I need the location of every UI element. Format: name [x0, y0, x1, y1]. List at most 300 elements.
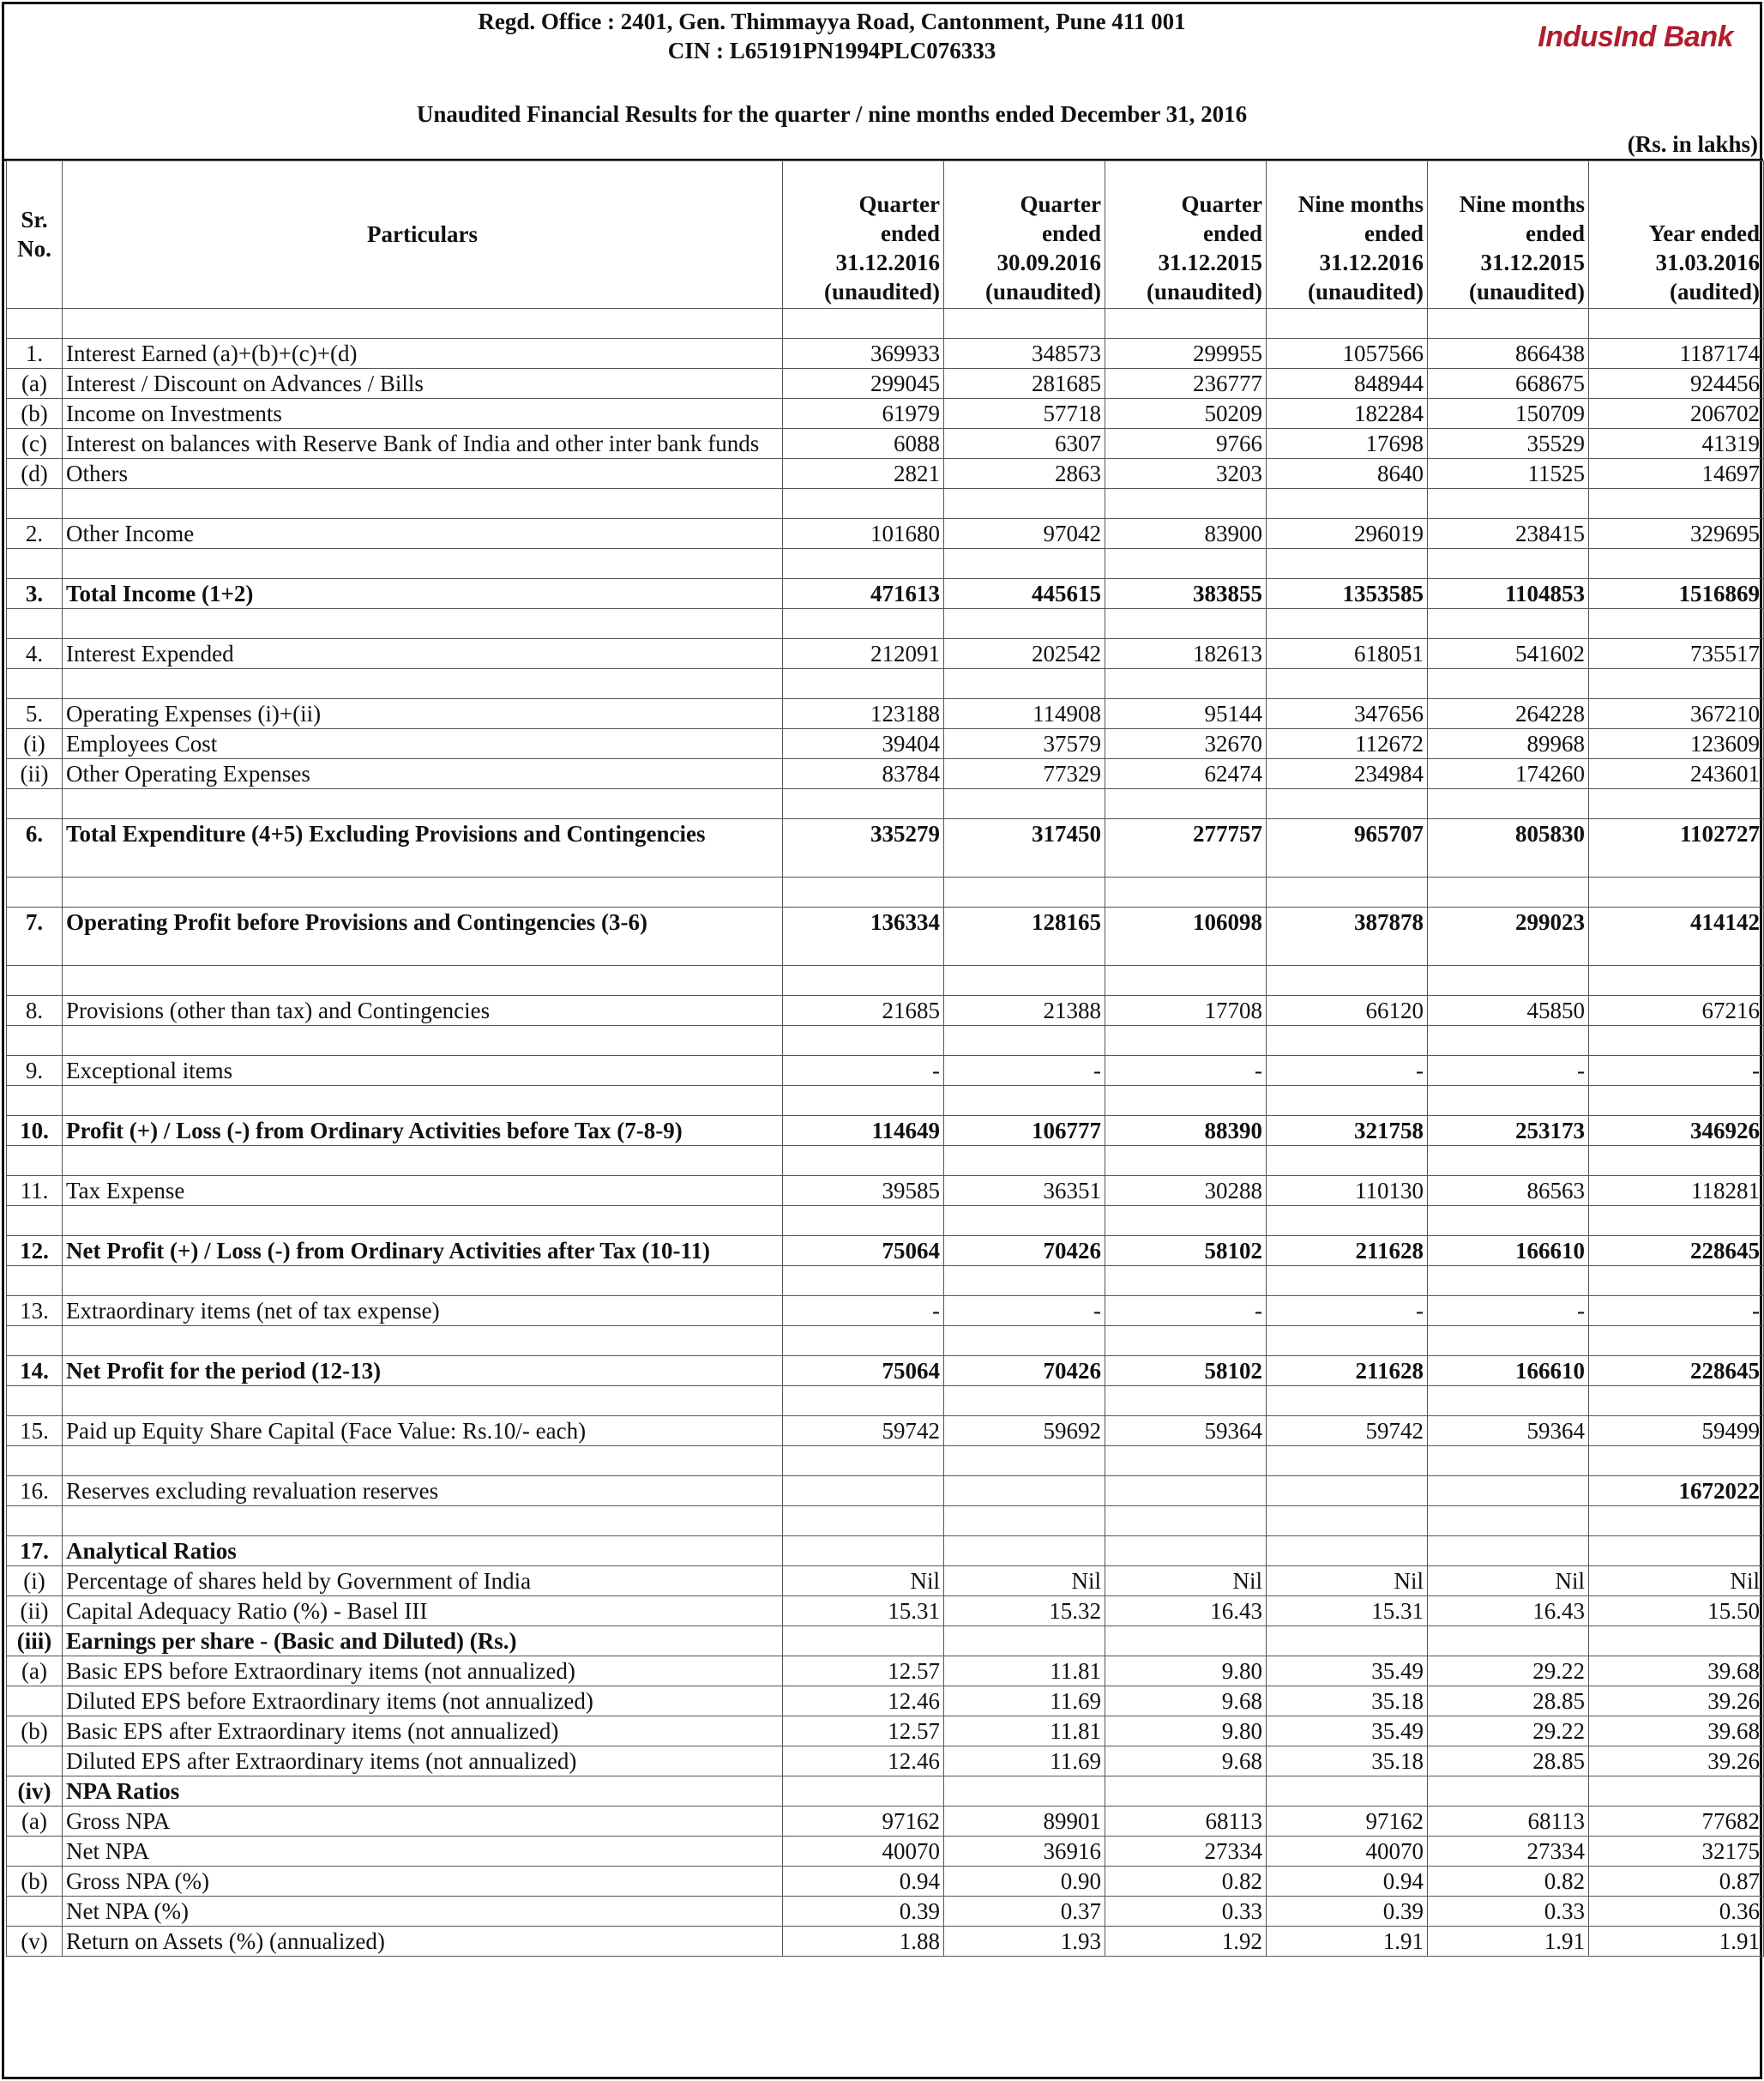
table-row	[7, 369, 1764, 399]
row-value	[944, 1536, 1105, 1566]
row-sr-no: (iv)	[7, 1776, 63, 1807]
header-period-line: Quarter	[1181, 191, 1262, 217]
row-value: 61979	[783, 399, 944, 429]
row-value: 36351	[944, 1176, 1105, 1206]
empty-cell	[1589, 878, 1764, 908]
table-row	[7, 729, 1764, 759]
empty-cell	[944, 1446, 1105, 1476]
row-particulars: Other Income	[63, 519, 783, 549]
header-period-line: 31.12.2015	[1480, 250, 1585, 275]
empty-cell	[1105, 609, 1267, 639]
row-sr-no: (a)	[7, 369, 63, 399]
row-value: 0.33	[1428, 1897, 1589, 1927]
row-value	[1428, 1536, 1589, 1566]
empty-cell	[7, 1326, 63, 1356]
row-particulars: Interest Earned (a)+(b)+(c)+(d)	[63, 339, 783, 369]
row-particulars: Total Expenditure (4+5) Excluding Provisions and Contingencies	[63, 819, 783, 878]
row-value: 68113	[1105, 1807, 1267, 1837]
spacer-row	[7, 1206, 1764, 1236]
empty-cell	[1589, 309, 1764, 339]
row-value: 3203	[1105, 459, 1267, 489]
row-value: 36916	[944, 1837, 1105, 1867]
row-sr-no: 8.	[7, 996, 63, 1026]
row-value: 348573	[944, 339, 1105, 369]
table-row	[7, 1416, 1764, 1446]
row-value: 866438	[1428, 339, 1589, 369]
empty-cell	[1428, 1326, 1589, 1356]
row-value: 0.37	[944, 1897, 1105, 1927]
row-value: 123188	[783, 699, 944, 729]
empty-cell	[1428, 1386, 1589, 1416]
row-value: 28.85	[1428, 1746, 1589, 1776]
row-particulars: Exceptional items	[63, 1056, 783, 1086]
row-sr-no: 4.	[7, 639, 63, 669]
empty-cell	[7, 309, 63, 339]
row-value: 1516869	[1589, 579, 1764, 609]
empty-cell	[63, 669, 783, 699]
row-value: 805830	[1428, 819, 1589, 878]
row-particulars: Employees Cost	[63, 729, 783, 759]
empty-cell	[783, 1266, 944, 1296]
row-value: 95144	[1105, 699, 1267, 729]
spacer-row	[7, 549, 1764, 579]
row-value: 39.26	[1589, 1686, 1764, 1716]
row-particulars: Profit (+) / Loss (-) from Ordinary Activities before Tax (7-8-9)	[63, 1116, 783, 1146]
spacer-row	[7, 1266, 1764, 1296]
header-period-line: (unaudited)	[823, 279, 940, 305]
row-value: 414142	[1589, 908, 1764, 966]
spacer-row	[7, 1086, 1764, 1116]
row-value: 97162	[1267, 1807, 1428, 1837]
row-value: Nil	[1589, 1566, 1764, 1596]
row-value: 317450	[944, 819, 1105, 878]
table-row	[7, 1656, 1764, 1686]
row-sr-no: (a)	[7, 1656, 63, 1686]
row-sr-no: 2.	[7, 519, 63, 549]
table-row	[7, 908, 1764, 966]
row-particulars: NPA Ratios	[63, 1776, 783, 1807]
row-value: -	[1589, 1056, 1764, 1086]
row-value: Nil	[1428, 1566, 1589, 1596]
header-period-line: ended	[1041, 220, 1101, 246]
row-particulars: Other Operating Expenses	[63, 759, 783, 789]
table-row	[7, 759, 1764, 789]
row-value: 35529	[1428, 429, 1589, 459]
row-value: 97042	[944, 519, 1105, 549]
row-value: 1.91	[1267, 1927, 1428, 1957]
row-sr-no: 11.	[7, 1176, 63, 1206]
row-particulars: Paid up Equity Share Capital (Face Value: Rs.10/- each)	[63, 1416, 783, 1446]
row-value: 16.43	[1428, 1596, 1589, 1626]
header-period-line: (unaudited)	[1146, 279, 1262, 305]
table-row	[7, 996, 1764, 1026]
row-value: -	[1428, 1056, 1589, 1086]
empty-cell	[1589, 1086, 1764, 1116]
row-value: 58102	[1105, 1236, 1267, 1266]
empty-cell	[1105, 1506, 1267, 1536]
empty-cell	[7, 1266, 63, 1296]
row-value: 32175	[1589, 1837, 1764, 1867]
empty-cell	[1589, 1506, 1764, 1536]
row-sr-no: 5.	[7, 699, 63, 729]
row-value: 369933	[783, 339, 944, 369]
row-value: 965707	[1267, 819, 1428, 878]
row-sr-no	[7, 1686, 63, 1716]
row-value: 335279	[783, 819, 944, 878]
row-value: -	[944, 1296, 1105, 1326]
empty-cell	[1589, 669, 1764, 699]
empty-cell	[944, 309, 1105, 339]
empty-cell	[783, 1326, 944, 1356]
row-value: 21685	[783, 996, 944, 1026]
row-value: 11.81	[944, 1716, 1105, 1746]
row-particulars: Basic EPS after Extraordinary items (not annualized)	[63, 1716, 783, 1746]
empty-cell	[1589, 1326, 1764, 1356]
header-period-line	[1592, 190, 1760, 219]
empty-cell	[1267, 609, 1428, 639]
empty-cell	[944, 609, 1105, 639]
empty-cell	[63, 309, 783, 339]
row-sr-no: 13.	[7, 1296, 63, 1326]
empty-cell	[63, 549, 783, 579]
empty-cell	[1267, 1326, 1428, 1356]
empty-cell	[1105, 549, 1267, 579]
empty-cell	[63, 1086, 783, 1116]
row-value: 236777	[1105, 369, 1267, 399]
header-period-line: ended	[880, 220, 940, 246]
row-value: -	[1267, 1296, 1428, 1326]
row-sr-no	[7, 1746, 63, 1776]
table-row	[7, 1596, 1764, 1626]
empty-cell	[7, 1206, 63, 1236]
row-value: 123609	[1589, 729, 1764, 759]
row-value	[1105, 1536, 1267, 1566]
row-value: 0.82	[1428, 1867, 1589, 1897]
empty-cell	[1105, 966, 1267, 996]
empty-cell	[7, 878, 63, 908]
row-sr-no: 9.	[7, 1056, 63, 1086]
row-value: 12.57	[783, 1656, 944, 1686]
empty-cell	[944, 549, 1105, 579]
empty-cell	[7, 1026, 63, 1056]
row-value: 35.18	[1267, 1746, 1428, 1776]
row-sr-no: 7.	[7, 908, 63, 966]
row-sr-no	[7, 1897, 63, 1927]
row-value: 30288	[1105, 1176, 1267, 1206]
empty-cell	[1428, 1206, 1589, 1236]
empty-cell	[1589, 1146, 1764, 1176]
table-row	[7, 1566, 1764, 1596]
spacer-row	[7, 1386, 1764, 1416]
table-row	[7, 1476, 1764, 1506]
row-value: 1102727	[1589, 819, 1764, 878]
row-particulars: Gross NPA	[63, 1807, 783, 1837]
row-value: 59692	[944, 1416, 1105, 1446]
empty-cell	[1428, 489, 1589, 519]
row-value: -	[783, 1056, 944, 1086]
empty-cell	[63, 1206, 783, 1236]
row-value: 128165	[944, 908, 1105, 966]
row-value	[1267, 1626, 1428, 1656]
empty-cell	[7, 1386, 63, 1416]
empty-cell	[783, 309, 944, 339]
row-value: 182613	[1105, 639, 1267, 669]
row-value: -	[1105, 1296, 1267, 1326]
row-sr-no: (c)	[7, 429, 63, 459]
row-value: 0.39	[783, 1897, 944, 1927]
row-value	[1428, 1626, 1589, 1656]
table-row	[7, 819, 1764, 878]
row-value: 924456	[1589, 369, 1764, 399]
row-value: 299045	[783, 369, 944, 399]
row-value: -	[1267, 1056, 1428, 1086]
row-value: 39585	[783, 1176, 944, 1206]
row-value: 264228	[1428, 699, 1589, 729]
row-particulars: Reserves excluding revaluation reserves	[63, 1476, 783, 1506]
empty-cell	[63, 609, 783, 639]
row-value: 14697	[1589, 459, 1764, 489]
empty-cell	[7, 549, 63, 579]
row-value: 211628	[1267, 1356, 1428, 1386]
empty-cell	[783, 609, 944, 639]
row-value: 166610	[1428, 1356, 1589, 1386]
row-value: 0.39	[1267, 1897, 1428, 1927]
row-value	[1267, 1476, 1428, 1506]
row-value: 77329	[944, 759, 1105, 789]
row-value: 83900	[1105, 519, 1267, 549]
row-value: 9766	[1105, 429, 1267, 459]
row-value: 101680	[783, 519, 944, 549]
row-value: 83784	[783, 759, 944, 789]
spacer-row	[7, 309, 1764, 339]
empty-cell	[7, 669, 63, 699]
row-sr-no: (b)	[7, 399, 63, 429]
header-period-line: (unaudited)	[984, 279, 1101, 305]
row-value: 8640	[1267, 459, 1428, 489]
row-particulars: Capital Adequacy Ratio (%) - Basel III	[63, 1596, 783, 1626]
empty-cell	[63, 1446, 783, 1476]
empty-cell	[1105, 309, 1267, 339]
empty-cell	[1589, 609, 1764, 639]
row-value: 114649	[783, 1116, 944, 1146]
empty-cell	[1267, 309, 1428, 339]
table-row	[7, 1626, 1764, 1656]
header-period-line: ended	[1364, 220, 1424, 246]
empty-cell	[944, 1146, 1105, 1176]
header-period-line: Year ended	[1648, 220, 1760, 246]
empty-cell	[1428, 878, 1589, 908]
spacer-row	[7, 1026, 1764, 1056]
empty-cell	[1428, 609, 1589, 639]
empty-cell	[1267, 549, 1428, 579]
empty-cell	[944, 669, 1105, 699]
row-value: 118281	[1589, 1176, 1764, 1206]
row-particulars: Total Income (1+2)	[63, 579, 783, 609]
row-value	[944, 1476, 1105, 1506]
row-value: 58102	[1105, 1356, 1267, 1386]
header-period-line: (unaudited)	[1468, 279, 1585, 305]
row-sr-no: (ii)	[7, 1596, 63, 1626]
row-value: Nil	[944, 1566, 1105, 1596]
row-value	[1105, 1776, 1267, 1807]
table-row	[7, 1056, 1764, 1086]
table-row	[7, 1686, 1764, 1716]
row-value: 112672	[1267, 729, 1428, 759]
row-sr-no: 12.	[7, 1236, 63, 1266]
empty-cell	[783, 1446, 944, 1476]
empty-cell	[944, 1026, 1105, 1056]
empty-cell	[1105, 789, 1267, 819]
row-value: 387878	[1267, 908, 1428, 966]
row-particulars: Percentage of shares held by Government of India	[63, 1566, 783, 1596]
empty-cell	[7, 1086, 63, 1116]
header-period-line: Nine months	[1459, 191, 1585, 217]
row-value	[1267, 1776, 1428, 1807]
row-value: 9.68	[1105, 1686, 1267, 1716]
row-value: 299955	[1105, 339, 1267, 369]
header-period-line: 31.12.2016	[1319, 250, 1424, 275]
empty-cell	[1428, 1026, 1589, 1056]
empty-cell	[1428, 1506, 1589, 1536]
row-value: 11525	[1428, 459, 1589, 489]
bank-logo: IndusInd Bank	[1538, 21, 1733, 53]
row-value	[1589, 1776, 1764, 1807]
row-value: 9.68	[1105, 1746, 1267, 1776]
row-value: 1187174	[1589, 339, 1764, 369]
row-sr-no: (i)	[7, 1566, 63, 1596]
table-body	[7, 309, 1764, 1957]
row-value	[1428, 1776, 1589, 1807]
spacer-row	[7, 1446, 1764, 1476]
row-value: 89968	[1428, 729, 1589, 759]
empty-cell	[1428, 1146, 1589, 1176]
empty-cell	[1428, 1266, 1589, 1296]
row-sr-no: 17.	[7, 1536, 63, 1566]
row-value: 89901	[944, 1807, 1105, 1837]
row-value: 12.46	[783, 1746, 944, 1776]
row-particulars: Gross NPA (%)	[63, 1867, 783, 1897]
row-value	[783, 1776, 944, 1807]
row-value: 11.69	[944, 1686, 1105, 1716]
row-value: 2863	[944, 459, 1105, 489]
row-value: 0.94	[783, 1867, 944, 1897]
header-particulars: Particulars	[63, 161, 783, 309]
row-value	[1428, 1476, 1589, 1506]
empty-cell	[944, 966, 1105, 996]
header-period-line: 31.12.2015	[1158, 250, 1262, 275]
row-value: 445615	[944, 579, 1105, 609]
row-value: -	[944, 1056, 1105, 1086]
empty-cell	[1267, 489, 1428, 519]
row-value: 848944	[1267, 369, 1428, 399]
row-sr-no: 14.	[7, 1356, 63, 1386]
row-value: 1353585	[1267, 579, 1428, 609]
table-header-row	[7, 161, 1764, 309]
row-value: -	[1428, 1296, 1589, 1326]
row-particulars: Earnings per share - (Basic and Diluted) (Rs.)	[63, 1626, 783, 1656]
header-period-line: ended	[1525, 220, 1585, 246]
row-value: 211628	[1267, 1236, 1428, 1266]
row-value: 1104853	[1428, 579, 1589, 609]
row-value: 212091	[783, 639, 944, 669]
header-period-3	[1105, 161, 1267, 309]
row-value: 383855	[1105, 579, 1267, 609]
row-value: 238415	[1428, 519, 1589, 549]
header-period-line: 31.03.2016	[1655, 250, 1760, 275]
row-value: 40070	[783, 1837, 944, 1867]
row-value: 16.43	[1105, 1596, 1267, 1626]
row-value: 0.94	[1267, 1867, 1428, 1897]
table-row	[7, 339, 1764, 369]
empty-cell	[1267, 878, 1428, 908]
header-period-5	[1428, 161, 1589, 309]
table-row	[7, 1807, 1764, 1837]
row-value: 41319	[1589, 429, 1764, 459]
row-value: 15.50	[1589, 1596, 1764, 1626]
row-value: 77682	[1589, 1807, 1764, 1837]
row-particulars: Interest Expended	[63, 639, 783, 669]
row-particulars: Basic EPS before Extraordinary items (not annualized)	[63, 1656, 783, 1686]
header-period-4	[1267, 161, 1428, 309]
row-value: 1.88	[783, 1927, 944, 1957]
row-value: 253173	[1428, 1116, 1589, 1146]
row-value: 15.31	[1267, 1596, 1428, 1626]
row-value: 234984	[1267, 759, 1428, 789]
row-sr-no: (d)	[7, 459, 63, 489]
empty-cell	[783, 549, 944, 579]
header-period-6	[1589, 161, 1764, 309]
row-value: 35.18	[1267, 1686, 1428, 1716]
spacer-row	[7, 1506, 1764, 1536]
row-sr-no: 15.	[7, 1416, 63, 1446]
table-row	[7, 1837, 1764, 1867]
row-value: 541602	[1428, 639, 1589, 669]
row-value: 281685	[944, 369, 1105, 399]
empty-cell	[944, 1386, 1105, 1416]
row-value: 174260	[1428, 759, 1589, 789]
row-particulars: Net NPA (%)	[63, 1897, 783, 1927]
empty-cell	[63, 1506, 783, 1536]
row-value: 0.87	[1589, 1867, 1764, 1897]
row-value: 321758	[1267, 1116, 1428, 1146]
row-value: 1057566	[1267, 339, 1428, 369]
row-particulars: Operating Profit before Provisions and Contingencies (3-6)	[63, 908, 783, 966]
empty-cell	[1589, 789, 1764, 819]
row-sr-no: 1.	[7, 339, 63, 369]
row-value: 59499	[1589, 1416, 1764, 1446]
empty-cell	[63, 1266, 783, 1296]
row-particulars: Interest on balances with Reserve Bank of India and other inter bank funds	[63, 429, 783, 459]
row-value: 182284	[1267, 399, 1428, 429]
row-value: 0.82	[1105, 1867, 1267, 1897]
table-row	[7, 1116, 1764, 1146]
row-particulars: Operating Expenses (i)+(ii)	[63, 699, 783, 729]
row-value: Nil	[1105, 1566, 1267, 1596]
row-value: 296019	[1267, 519, 1428, 549]
row-value: -	[1589, 1296, 1764, 1326]
row-particulars: Others	[63, 459, 783, 489]
empty-cell	[1428, 1446, 1589, 1476]
row-value: 59742	[783, 1416, 944, 1446]
row-value: 347656	[1267, 699, 1428, 729]
empty-cell	[1267, 1386, 1428, 1416]
row-value: 106777	[944, 1116, 1105, 1146]
header-period-line: Quarter	[1020, 191, 1101, 217]
row-value: 21388	[944, 996, 1105, 1026]
row-value: 45850	[1428, 996, 1589, 1026]
row-sr-no: 6.	[7, 819, 63, 878]
row-particulars: Return on Assets (%) (annualized)	[63, 1927, 783, 1957]
